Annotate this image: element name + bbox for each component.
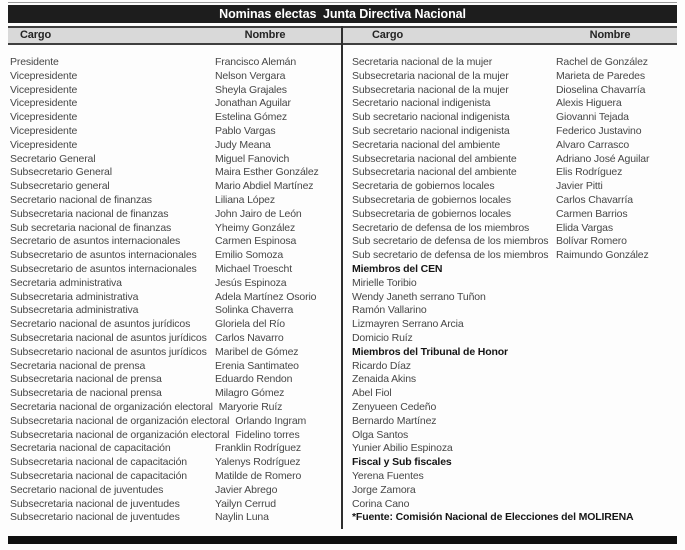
member-name: Ricardo Díaz <box>352 359 411 372</box>
table-row <box>10 442 341 456</box>
cargo-cell: Secretario General <box>10 152 96 165</box>
nombre-cell: Erenia Santimateo <box>215 359 299 372</box>
table-row <box>352 415 677 429</box>
cargo-cell: Subsecretaria nacional del ambiente <box>352 166 517 179</box>
cargo-cell: Subsecretario de asuntos internacionales <box>10 249 197 262</box>
cargo-cell: Subsecretaria nacional de la mujer <box>352 83 509 96</box>
table-row <box>352 70 677 84</box>
nombre-cell: Matilde de Romero <box>215 469 302 482</box>
nombre-cell: Carlos Chavarría <box>556 193 633 206</box>
member-name: Yunier Abilio Espinoza <box>352 442 453 455</box>
nombre-cell: Solinka Chaverra <box>215 304 294 317</box>
cargo-cell: Subsecretaria de gobiernos locales <box>352 207 511 220</box>
nombre-cell: John Jairo de León <box>215 207 302 220</box>
right-column-rows <box>343 45 677 529</box>
nombre-cell: Sheyla Grajales <box>215 83 287 96</box>
cargo-cell: Sub secretario de defensa de los miembros <box>352 249 549 262</box>
cargo-cell: Subsecretaria nacional de juventudes <box>10 497 180 510</box>
table-row <box>352 511 677 525</box>
member-name: Corina Cano <box>352 497 410 510</box>
table-row <box>352 498 677 512</box>
table-row <box>352 387 677 401</box>
cargo-cell: Subsecretaria nacional de capacitación <box>10 456 187 469</box>
cargo-cell: Secretaria nacional del ambiente <box>352 138 501 151</box>
cargo-cell: Secretario de defensa de los miembros <box>352 221 530 234</box>
cargo-cell: Secretaria de gobiernos locales <box>352 180 495 193</box>
table-row <box>10 484 341 498</box>
table-row <box>10 318 341 332</box>
column-header-nombre-right: Nombre <box>589 29 631 41</box>
nombre-cell: Fidelino torres <box>235 428 300 441</box>
table-row <box>352 346 677 360</box>
member-name: Domicio Ruíz <box>352 331 413 344</box>
nombre-cell: Yailyn Cerrud <box>215 497 276 510</box>
nombre-cell: Maryorie Ruíz <box>218 400 283 413</box>
nombre-cell: Elis Rodríguez <box>556 166 623 179</box>
table-row <box>10 360 341 374</box>
member-name: Bernardo Martínez <box>352 414 437 427</box>
nombre-cell: Carlos Navarro <box>215 331 284 344</box>
nombre-cell: Estelina Gómez <box>215 111 288 124</box>
cargo-cell: Sub secretario nacional indigenista <box>352 111 510 124</box>
table-row <box>352 263 677 277</box>
table-row <box>10 235 341 249</box>
nombre-cell: Alvaro Carrasco <box>556 138 630 151</box>
table-row <box>10 346 341 360</box>
top-rule <box>8 2 677 3</box>
cargo-cell: Secretaria administrativa <box>10 276 122 289</box>
member-name: Ramón Vallarino <box>352 304 427 317</box>
cargo-cell: Vicepresidente <box>10 97 78 110</box>
cargo-cell: Subsecretaria nacional de la mujer <box>352 69 509 82</box>
table-row <box>10 249 341 263</box>
nombre-cell: Maribel de Gómez <box>215 345 299 358</box>
member-name: Abel Fiol <box>352 387 392 400</box>
cargo-cell: Sub secretaria nacional de finanzas <box>10 221 172 234</box>
table-row <box>10 84 341 98</box>
left-column-rows <box>8 45 341 529</box>
cargo-cell: Vicepresidente <box>10 69 78 82</box>
cargo-cell: Subsecretario General <box>10 166 112 179</box>
nombre-cell: Adriano José Aguilar <box>556 152 650 165</box>
cargo-cell: Secretario nacional de finanzas <box>10 193 152 206</box>
cargo-cell: Sub secretario de defensa de los miembros <box>352 235 549 248</box>
nombre-cell: Raimundo González <box>556 249 649 262</box>
cargo-cell: Secretario nacional de asuntos jurídicos <box>10 318 191 331</box>
cargo-cell: Subsecretaria administrativa <box>10 304 139 317</box>
cargo-cell: Subsecretaria administrativa <box>10 290 139 303</box>
nombre-cell: Bolívar Romero <box>556 235 627 248</box>
nombre-cell: Orlando Ingram <box>235 414 307 427</box>
cargo-cell: Secretaria nacional de capacitación <box>10 442 171 455</box>
table-row <box>10 153 341 167</box>
nombre-cell: Eduardo Rendon <box>215 373 293 386</box>
nombre-cell: Mario Abdiel Martínez <box>215 180 314 193</box>
nombre-cell: Federico Justavino <box>556 124 642 137</box>
table-row <box>352 153 677 167</box>
nombre-cell: Naylin Luna <box>215 511 269 524</box>
nombre-cell: Javier Abrego <box>215 483 278 496</box>
member-name: Olga Santos <box>352 428 409 441</box>
nombre-cell: Liliana López <box>215 193 275 206</box>
cargo-cell: Vicepresidente <box>10 124 78 137</box>
table-row <box>352 318 677 332</box>
table-row <box>352 139 677 153</box>
table-row <box>352 429 677 443</box>
table-row <box>10 511 341 525</box>
table-row <box>10 166 341 180</box>
table-row <box>352 470 677 484</box>
member-name: Jorge Zamora <box>352 483 416 496</box>
table-row <box>352 56 677 70</box>
cargo-cell: Subsecretario de asuntos internacionales <box>10 262 197 275</box>
table-body <box>8 45 677 529</box>
nombre-cell: Franklin Rodríguez <box>215 442 302 455</box>
cargo-cell: Secretaria nacional de la mujer <box>352 56 493 68</box>
table-row <box>10 291 341 305</box>
table-row <box>352 291 677 305</box>
table-row <box>352 125 677 139</box>
column-header-nombre-left: Nombre <box>244 29 286 41</box>
table-row <box>352 166 677 180</box>
table-row <box>10 125 341 139</box>
nombre-cell: Jonathan Aguilar <box>215 97 291 110</box>
cargo-cell: Presidente <box>10 56 59 68</box>
table-row <box>10 387 341 401</box>
table-row <box>10 70 341 84</box>
table-row <box>352 249 677 263</box>
cargo-cell: Secretaria nacional de organización electoral <box>10 400 213 413</box>
nombre-cell: Adela Martínez Osorio <box>215 290 317 303</box>
nombre-cell: Dioselina Chavarría <box>556 83 646 96</box>
table-row <box>10 304 341 318</box>
section-header: Miembros del Tribunal de Honor <box>352 345 508 358</box>
page-title: Nominas electas Junta Directiva Nacional <box>219 7 466 21</box>
cargo-cell: Subsecretaria nacional de organización electoral <box>10 428 230 441</box>
table-row <box>10 401 341 415</box>
nombre-cell: Elida Vargas <box>556 221 613 234</box>
section-header: Miembros del CEN <box>352 262 443 275</box>
table-row <box>352 180 677 194</box>
table-row <box>10 56 341 70</box>
nombre-cell: Giovanni Tejada <box>556 111 629 124</box>
table-row <box>10 456 341 470</box>
table-row <box>10 498 341 512</box>
cargo-cell: Vicepresidente <box>10 138 78 151</box>
table-row <box>10 263 341 277</box>
cargo-cell: Secretario nacional de juventudes <box>10 483 164 496</box>
nombre-cell: Pablo Vargas <box>215 124 276 137</box>
cargo-cell: Subsecretaria nacional de finanzas <box>10 207 169 220</box>
cargo-cell: Subsecretario general <box>10 180 110 193</box>
table-row <box>352 332 677 346</box>
nombre-cell: Jesús Espinoza <box>215 276 287 289</box>
title-bar <box>8 5 677 23</box>
cargo-cell: Subsecretario nacional de juventudes <box>10 511 180 524</box>
cargo-cell: Subsecretaria nacional de organización electoral <box>10 414 230 427</box>
table-row <box>352 484 677 498</box>
column-header-cargo-right: Cargo <box>372 29 404 41</box>
table-row <box>352 235 677 249</box>
cargo-cell: Vicepresidente <box>10 83 78 96</box>
nombre-cell: Judy Meana <box>215 138 271 151</box>
cargo-cell: Subsecretaria nacional de prensa <box>10 373 162 386</box>
source-note: *Fuente: Comisión Nacional de Elecciones del MOLIRENA <box>352 511 634 524</box>
nombre-cell: Miguel Fanovich <box>215 152 290 165</box>
table-row <box>352 277 677 291</box>
member-name: Yerena Fuentes <box>352 469 424 482</box>
table-row <box>10 111 341 125</box>
table-row <box>10 415 341 429</box>
table-row <box>352 97 677 111</box>
cargo-cell: Subsecretario nacional de asuntos jurídicos <box>10 345 207 358</box>
nombre-cell: Michael Troescht <box>215 262 292 275</box>
table-row <box>352 208 677 222</box>
cargo-cell: Subsecretaria nacional del ambiente <box>352 152 517 165</box>
nombre-cell: Emilio Somoza <box>215 249 284 262</box>
bottom-rule <box>8 536 677 544</box>
table-row <box>10 332 341 346</box>
nombre-cell: Carmen Espinosa <box>215 235 297 248</box>
table-row <box>10 139 341 153</box>
table-row <box>10 277 341 291</box>
table-row <box>352 456 677 470</box>
table-row <box>10 470 341 484</box>
cargo-cell: Secretario nacional indigenista <box>352 97 491 110</box>
table-row <box>352 222 677 236</box>
nombre-cell: Gloriela del Río <box>215 318 285 331</box>
table-row <box>352 373 677 387</box>
nombre-cell: Yheimy González <box>215 221 296 234</box>
member-name: Lizmayren Serrano Arcia <box>352 318 464 331</box>
cargo-cell: Secretaria nacional de prensa <box>10 359 146 372</box>
nombre-cell: Marieta de Paredes <box>556 69 645 82</box>
member-name: Mirielle Toribio <box>352 276 417 289</box>
table-row <box>10 194 341 208</box>
table-row <box>352 111 677 125</box>
nombre-cell: Carmen Barrios <box>556 207 628 220</box>
table-row <box>10 97 341 111</box>
nombre-cell: Yalenys Rodríguez <box>215 456 301 469</box>
table-row <box>352 194 677 208</box>
table-row <box>352 304 677 318</box>
cargo-cell: Subsecretaria de gobiernos locales <box>352 193 511 206</box>
member-name: Zenaida Akins <box>352 373 417 386</box>
member-name: Wendy Janeth serrano Tuñon <box>352 290 486 303</box>
table-row <box>352 401 677 415</box>
column-header-cargo-left: Cargo <box>20 29 52 41</box>
table-row <box>10 222 341 236</box>
nombre-cell: Rachel de González <box>556 56 648 68</box>
cargo-cell: Sub secretario nacional indigenista <box>352 124 510 137</box>
cargo-cell: Vicepresidente <box>10 111 78 124</box>
nombre-cell: Nelson Vergara <box>215 69 286 82</box>
nombre-cell: Javier Pitti <box>556 180 603 193</box>
table-row <box>352 84 677 98</box>
table-row <box>10 429 341 443</box>
cargo-cell: Secretario de asuntos internacionales <box>10 235 181 248</box>
cargo-cell: Subsecretaria de nacional prensa <box>10 387 162 400</box>
section-header: Fiscal y Sub fiscales <box>352 456 452 469</box>
table-row <box>352 442 677 456</box>
table-row <box>10 373 341 387</box>
nombre-cell: Maira Esther González <box>215 166 319 179</box>
cargo-cell: Subsecretaria nacional de asuntos jurídicos <box>10 331 207 344</box>
table-row <box>10 180 341 194</box>
nombre-cell: Milagro Gómez <box>215 387 285 400</box>
nombre-cell: Francisco Alemán <box>215 56 297 68</box>
nombre-cell: Alexis Higuera <box>556 97 622 110</box>
cargo-cell: Subsecretaria nacional de capacitación <box>10 469 187 482</box>
table-row <box>10 208 341 222</box>
table-row <box>352 360 677 374</box>
member-name: Zenyueen Cedeño <box>352 400 437 413</box>
